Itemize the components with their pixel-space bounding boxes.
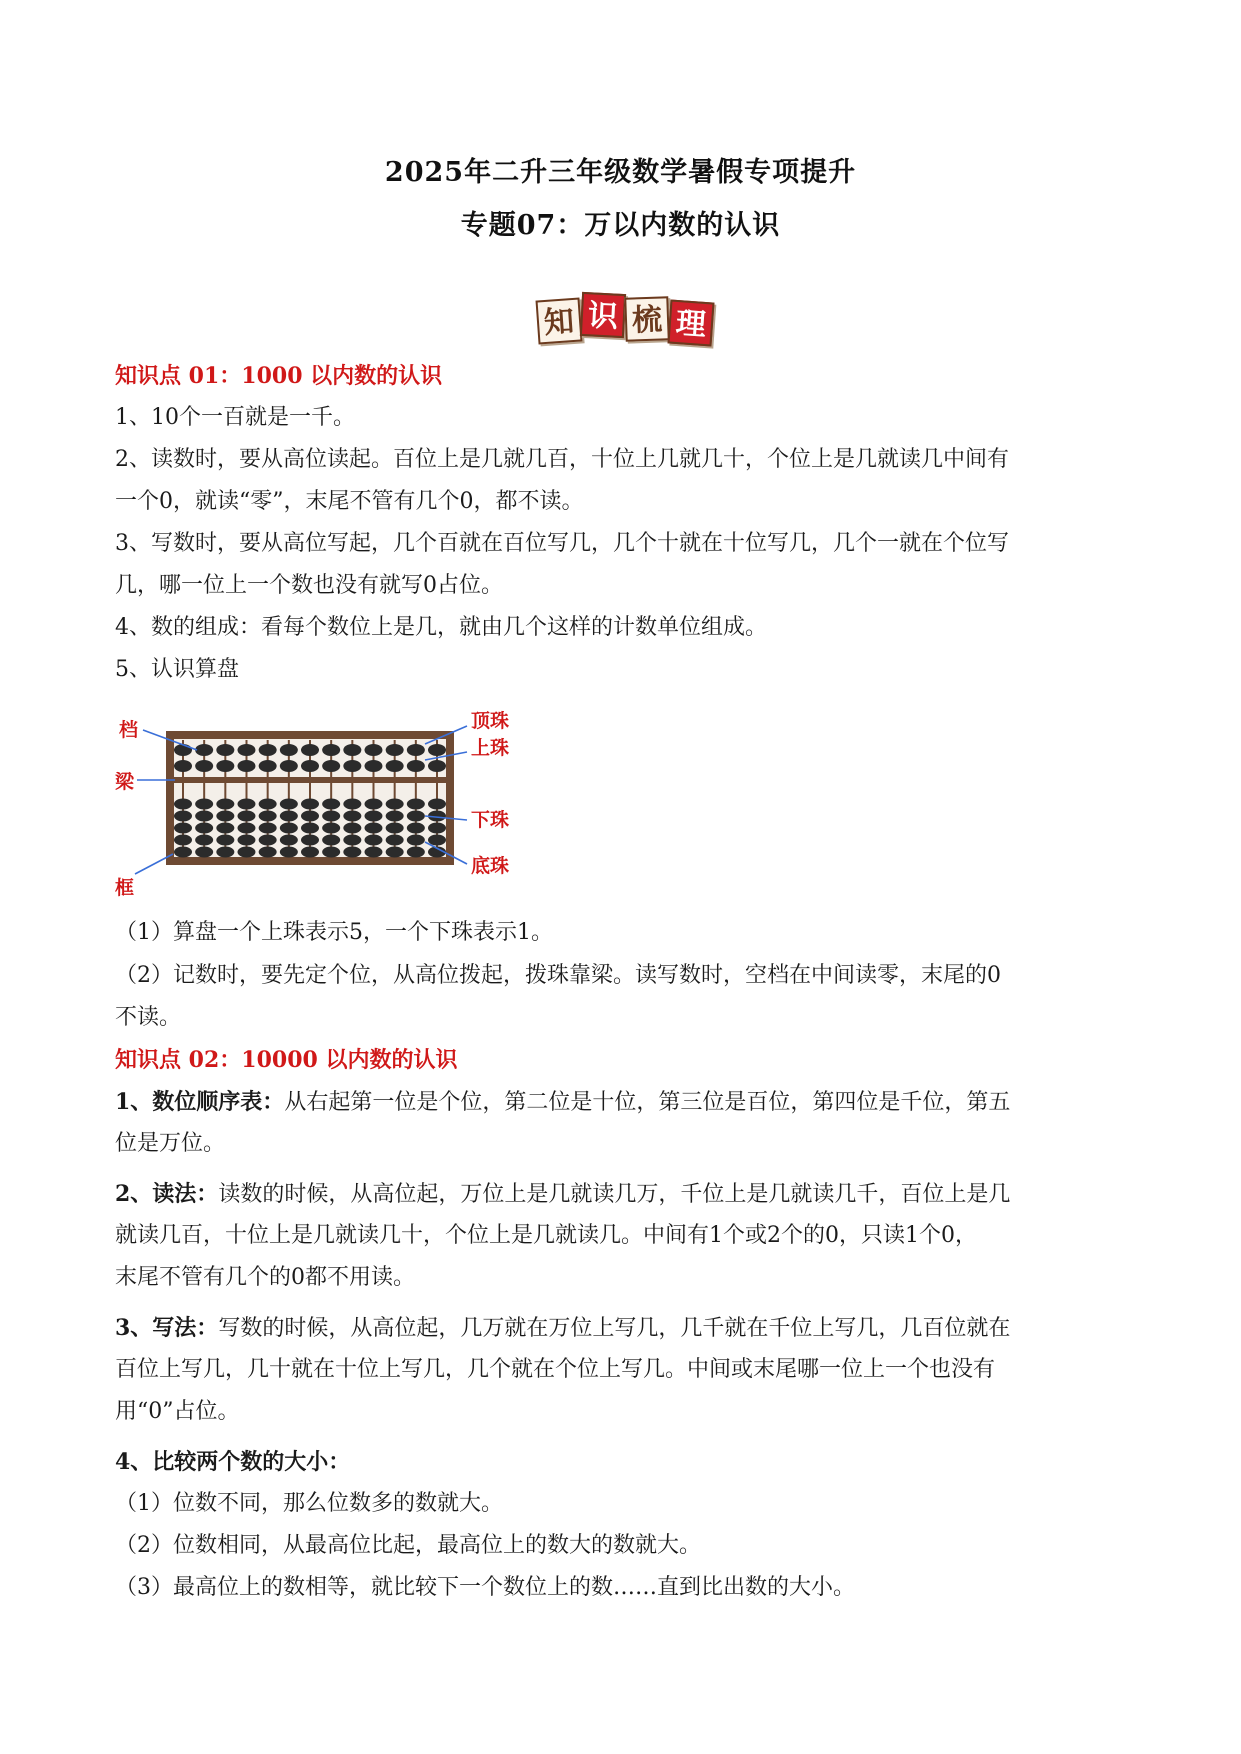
abacus-lower-bead — [259, 799, 277, 810]
label-xiazhu: 下珠 — [471, 809, 510, 831]
s1-note-2-line-1: （2）记数时，要先定个位，从高位拨起，拨珠靠梁。读写数时，空档在中间读零，末尾的0 — [115, 963, 1001, 988]
abacus-lower-bead — [216, 811, 234, 822]
abacus-lower-bead — [343, 811, 361, 822]
abacus-lower-bead — [365, 811, 383, 822]
s2-p4-label: 4、比较两个数的大小： — [115, 1449, 351, 1475]
abacus-lower-bead — [407, 799, 425, 810]
s2-p2-line-3: 末尾不管有几个的0都不用读。 — [115, 1265, 415, 1290]
abacus-lower-bead — [365, 799, 383, 810]
s2-rule-3: （3）最高位上的数相等，就比较下一个数位上的数……直到比出数的大小。 — [115, 1575, 855, 1600]
abacus-lower-bead — [343, 799, 361, 810]
abacus-lower-bead — [301, 811, 319, 822]
s1-item-3-line-2: 几，哪一位上一个数也没有就写0占位。 — [115, 573, 503, 598]
abacus-upper-bead — [280, 744, 298, 756]
abacus-lower-bead — [259, 823, 277, 834]
label-liang: 梁 — [115, 771, 135, 793]
s2-p1-line-1: 1、数位顺序表：从右起第一位是个位，第二位是十位，第三位是百位，第四位是千位，第五 — [115, 1089, 1011, 1115]
s1-item-2-line-2: 一个0，就读“零”，末尾不管有几个0，都不读。 — [115, 489, 584, 514]
abacus-upper-bead — [238, 760, 256, 772]
abacus-lower-bead — [428, 799, 446, 810]
abacus-lower-bead — [365, 847, 383, 858]
abacus-lower-bead — [238, 847, 256, 858]
s2-p3-line-1: 3、写法：写数的时候，从高位起，几万就在万位上写几，几千就在千位上写几，几百位就在 — [115, 1315, 1011, 1341]
s1-item-5: 5、认识算盘 — [115, 657, 239, 682]
label-kuang: 框 — [115, 877, 135, 899]
abacus-lower-bead — [195, 799, 213, 810]
abacus-upper-bead — [195, 744, 213, 756]
badge-char-4: 理 — [668, 300, 715, 347]
abacus-lower-bead — [322, 847, 340, 858]
abacus-lower-bead — [407, 823, 425, 834]
abacus-lower-bead — [259, 847, 277, 858]
abacus-lower-bead — [280, 799, 298, 810]
abacus-lower-bead — [174, 811, 192, 822]
abacus-upper-bead — [301, 744, 319, 756]
abacus-lower-bead — [238, 811, 256, 822]
abacus-upper-bead — [343, 744, 361, 756]
abacus-lower-bead — [428, 835, 446, 846]
abacus-lower-bead — [322, 799, 340, 810]
label-dang: 档 — [119, 719, 139, 741]
abacus-lower-bead — [407, 811, 425, 822]
abacus-lower-bead — [174, 823, 192, 834]
abacus-lower-bead — [365, 823, 383, 834]
abacus-lower-bead — [343, 847, 361, 858]
abacus-lower-bead — [195, 823, 213, 834]
s2-p2-line-1: 2、读法：读数的时候，从高位起，万位上是几就读几万，千位上是几就读几千，百位上是几 — [115, 1181, 1011, 1207]
abacus-lower-bead — [386, 847, 404, 858]
s2-rule-2: （2）位数相同，从最高位比起，最高位上的数大的数就大。 — [115, 1533, 701, 1558]
abacus-lower-bead — [174, 847, 192, 858]
abacus-lower-bead — [386, 835, 404, 846]
abacus-upper-bead — [407, 760, 425, 772]
abacus-upper-bead — [195, 760, 213, 772]
abacus-lower-bead — [216, 799, 234, 810]
label-shangzhu: 上珠 — [471, 737, 510, 759]
section-1-heading: 知识点 01：1000 以内数的认识 — [115, 363, 443, 389]
abacus-lower-bead — [195, 847, 213, 858]
abacus-lower-bead — [280, 847, 298, 858]
abacus-upper-bead — [343, 760, 361, 772]
document-title: 2025年二升三年级数学暑假专项提升 — [384, 157, 857, 188]
abacus-lower-bead — [174, 835, 192, 846]
s2-p3-line-3: 用“0”占位。 — [115, 1399, 240, 1424]
abacus-lower-bead — [322, 811, 340, 822]
abacus-upper-bead — [407, 744, 425, 756]
abacus-lower-bead — [238, 799, 256, 810]
abacus-lower-bead — [301, 823, 319, 834]
section-2-heading: 知识点 02：10000 以内数的认识 — [115, 1047, 458, 1073]
abacus-lower-bead — [386, 799, 404, 810]
abacus-upper-bead — [365, 744, 383, 756]
abacus-lower-bead — [216, 847, 234, 858]
abacus-upper-bead — [322, 744, 340, 756]
abacus-upper-bead — [174, 760, 192, 772]
abacus-upper-bead — [259, 744, 277, 756]
abacus-upper-bead — [216, 760, 234, 772]
label-dizhu: 底珠 — [471, 855, 510, 877]
abacus-upper-bead — [174, 744, 192, 756]
abacus-upper-bead — [259, 760, 277, 772]
abacus-upper-bead — [386, 744, 404, 756]
abacus-lower-bead — [280, 811, 298, 822]
s1-item-1: 1、10个一百就是一千。 — [115, 405, 355, 430]
badge-char-1: 知 — [536, 298, 583, 345]
s2-p1-line-2: 位是万位。 — [115, 1131, 226, 1156]
abacus-lower-bead — [365, 835, 383, 846]
abacus-lower-bead — [301, 835, 319, 846]
s2-p1-label: 1、数位顺序表： — [115, 1089, 285, 1115]
abacus-figure — [115, 702, 525, 902]
s2-p3-label: 3、写法： — [115, 1315, 219, 1341]
abacus-lower-bead — [195, 835, 213, 846]
abacus-lower-bead — [428, 823, 446, 834]
s2-p2-label: 2、读法： — [115, 1181, 219, 1207]
label-dingzhu: 顶珠 — [471, 710, 510, 732]
abacus-lower-bead — [301, 799, 319, 810]
abacus-lower-bead — [322, 835, 340, 846]
abacus-lower-bead — [386, 811, 404, 822]
abacus-upper-bead — [365, 760, 383, 772]
abacus-lower-bead — [174, 799, 192, 810]
abacus-upper-bead — [322, 760, 340, 772]
abacus-lower-bead — [238, 823, 256, 834]
badge-char-2: 识 — [580, 292, 626, 338]
abacus-lower-bead — [238, 835, 256, 846]
abacus-upper-bead — [280, 760, 298, 772]
abacus-lower-bead — [343, 823, 361, 834]
s2-p3-line-2: 百位上写几，几十就在十位上写几，几个就在个位上写几。中间或末尾哪一位上一个也没有 — [115, 1357, 996, 1382]
abacus-upper-bead — [428, 744, 446, 756]
abacus-lower-bead — [195, 811, 213, 822]
knowledge-summary-badge — [535, 291, 713, 351]
abacus-lower-bead — [280, 823, 298, 834]
abacus-upper-bead — [238, 744, 256, 756]
document-subtitle: 专题07：万以内数的认识 — [460, 210, 781, 241]
abacus-diagram — [115, 702, 525, 902]
abacus-upper-bead — [301, 760, 319, 772]
s2-p2-line-2: 就读几百，十位上是几就读几十，个位上是几就读几。中间有1个或2个的0，只读1个0， — [115, 1223, 977, 1248]
s1-item-4: 4、数的组成：看每个数位上是几，就由几个这样的计数单位组成。 — [115, 615, 767, 640]
s1-item-3-line-1: 3、写数时，要从高位写起，几个百就在百位写几，几个十就在十位写几，几个一就在个位写 — [115, 531, 1010, 556]
s1-note-1: （1）算盘一个上珠表示5，一个下珠表示1。 — [115, 920, 553, 945]
abacus-lower-bead — [407, 835, 425, 846]
abacus-lower-bead — [259, 835, 277, 846]
abacus-lower-bead — [259, 811, 277, 822]
abacus-upper-bead — [386, 760, 404, 772]
abacus-lower-bead — [322, 823, 340, 834]
s2-rule-1: （1）位数不同，那么位数多的数就大。 — [115, 1491, 503, 1516]
abacus-lower-bead — [216, 823, 234, 834]
badge-char-3: 梳 — [624, 296, 670, 342]
s1-note-2-line-2: 不读。 — [115, 1005, 182, 1030]
abacus-lower-bead — [343, 835, 361, 846]
abacus-lower-bead — [301, 847, 319, 858]
s1-item-2-line-1: 2、读数时，要从高位读起。百位上是几就几百，十位上几就几十，个位上是几就读几中间有 — [115, 447, 1010, 472]
abacus-upper-bead — [216, 744, 234, 756]
abacus-lower-bead — [407, 847, 425, 858]
abacus-upper-bead — [428, 760, 446, 772]
abacus-lower-bead — [280, 835, 298, 846]
abacus-lower-bead — [386, 823, 404, 834]
abacus-lower-bead — [216, 835, 234, 846]
